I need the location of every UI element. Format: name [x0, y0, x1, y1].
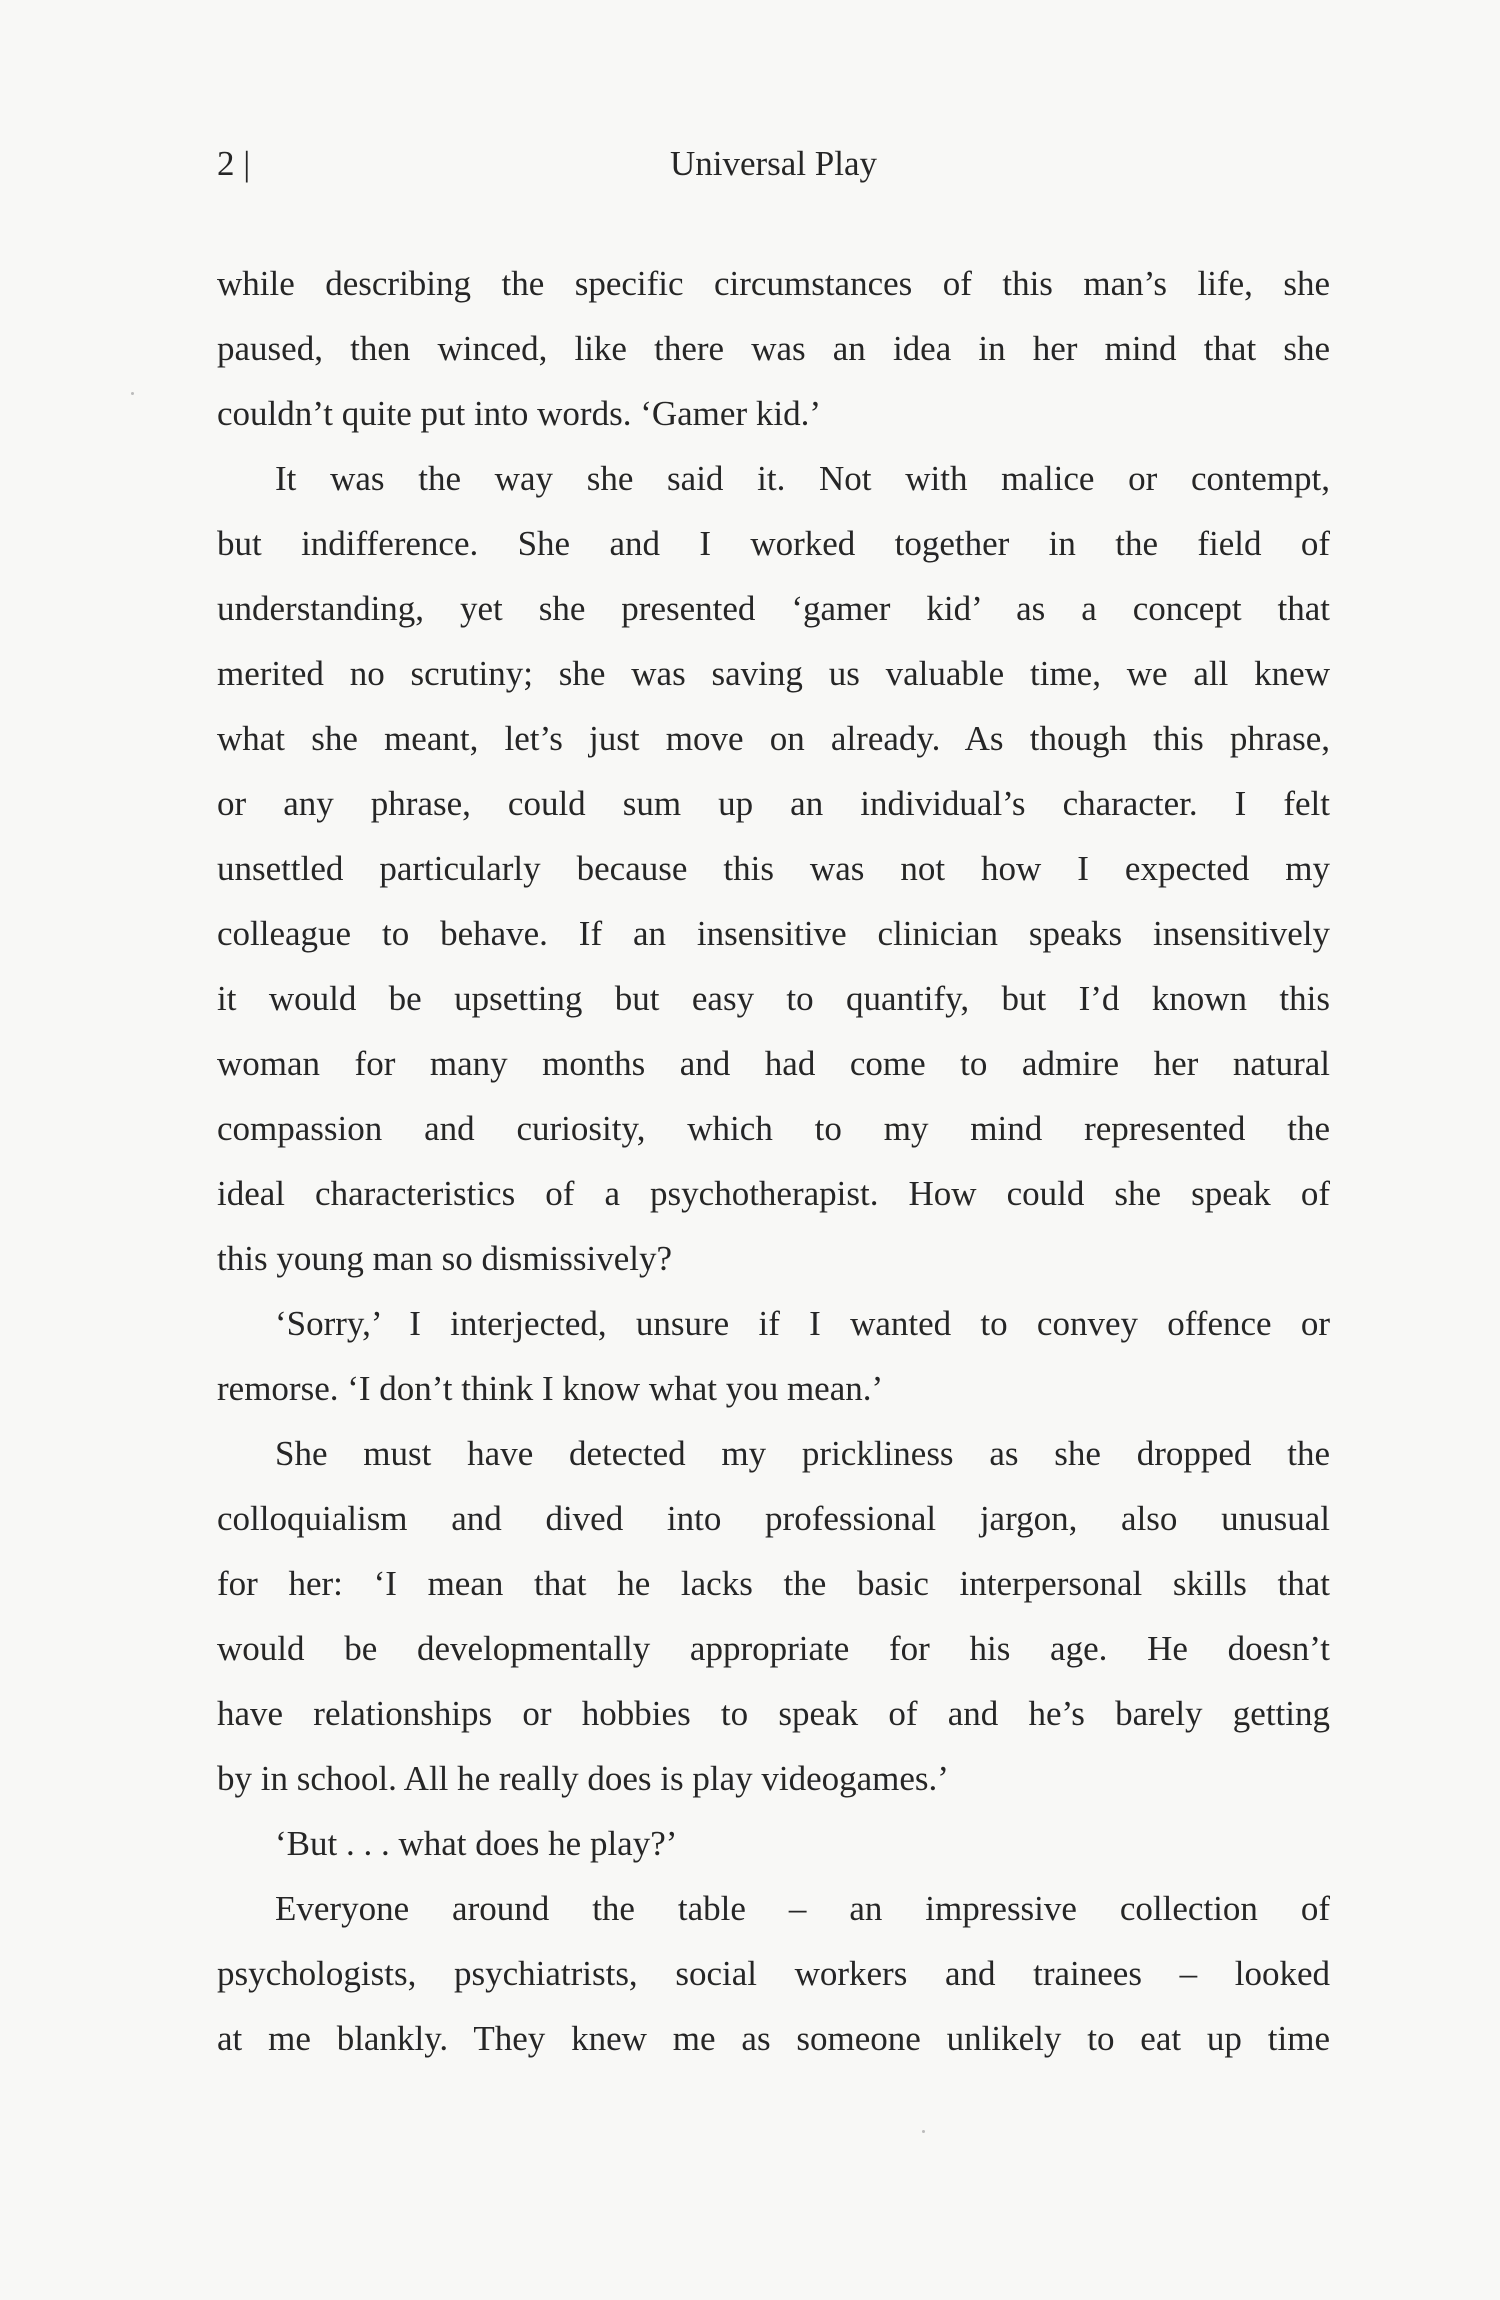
text-line: while describing the specific circumstances of this man’s life, she [217, 264, 1330, 303]
scan-speck [922, 2130, 925, 2133]
body-text [217, 251, 1330, 2071]
text-line: woman for many months and had come to admire her natural [217, 1044, 1330, 1083]
text-line: unsettled particularly because this was not how I expected my [217, 849, 1330, 888]
text-line: psychologists, psychiatrists, social workers and trainees – looked [217, 1954, 1330, 1993]
paragraph [217, 1876, 1330, 2071]
paragraph [217, 1291, 1330, 1421]
text-line: have relationships or hobbies to speak of and he’s barely getting [217, 1694, 1330, 1733]
text-line: ‘Sorry,’ I interjected, unsure if I wanted to convey offence or [275, 1304, 1330, 1343]
running-title: Universal Play [669, 144, 878, 183]
text-line: colleague to behave. If an insensitive clinician speaks insensitively [217, 914, 1330, 953]
scan-speck [131, 392, 134, 395]
text-line: at me blankly. They knew me as someone unlikely to eat up time [217, 2019, 1330, 2058]
text-line: for her: ‘I mean that he lacks the basic interpersonal skills that [217, 1564, 1330, 1603]
paragraph [217, 251, 1330, 446]
text-line: Everyone around the table – an impressive collection of [275, 1889, 1330, 1928]
paragraph [217, 446, 1330, 1291]
text-line: couldn’t quite put into words. ‘Gamer kid.’ [217, 394, 821, 433]
text-line: compassion and curiosity, which to my mind represented the [217, 1109, 1330, 1148]
text-line: It was the way she said it. Not with malice or contempt, [275, 459, 1330, 498]
text-line: this young man so dismissively? [217, 1239, 672, 1278]
paragraph [217, 1811, 1330, 1876]
text-line: merited no scrutiny; she was saving us valuable time, we all knew [217, 654, 1330, 693]
text-line: paused, then winced, like there was an idea in her mind that she [217, 329, 1330, 368]
text-line: remorse. ‘I don’t think I know what you mean.’ [217, 1369, 884, 1408]
text-line: She must have detected my prickliness as she dropped the [275, 1434, 1330, 1473]
text-line: what she meant, let’s just move on already. As though this phrase, [217, 719, 1330, 758]
text-line: it would be upsetting but easy to quantify, but I’d known this [217, 979, 1330, 1018]
paragraph [217, 1421, 1330, 1811]
text-line: understanding, yet she presented ‘gamer kid’ as a concept that [217, 589, 1330, 628]
text-line: ‘But . . . what does he play?’ [275, 1824, 678, 1863]
running-header [217, 136, 1330, 192]
page-number: 2 | [217, 144, 251, 183]
text-line: or any phrase, could sum up an individual’s character. I felt [217, 784, 1330, 823]
text-line: but indifference. She and I worked together in the field of [217, 524, 1330, 563]
text-line: ideal characteristics of a psychotherapist. How could she speak of [217, 1174, 1330, 1213]
text-line: would be developmentally appropriate for his age. He doesn’t [217, 1629, 1330, 1668]
text-line: colloquialism and dived into professional jargon, also unusual [217, 1499, 1330, 1538]
text-line: by in school. All he really does is play videogames.’ [217, 1759, 949, 1798]
